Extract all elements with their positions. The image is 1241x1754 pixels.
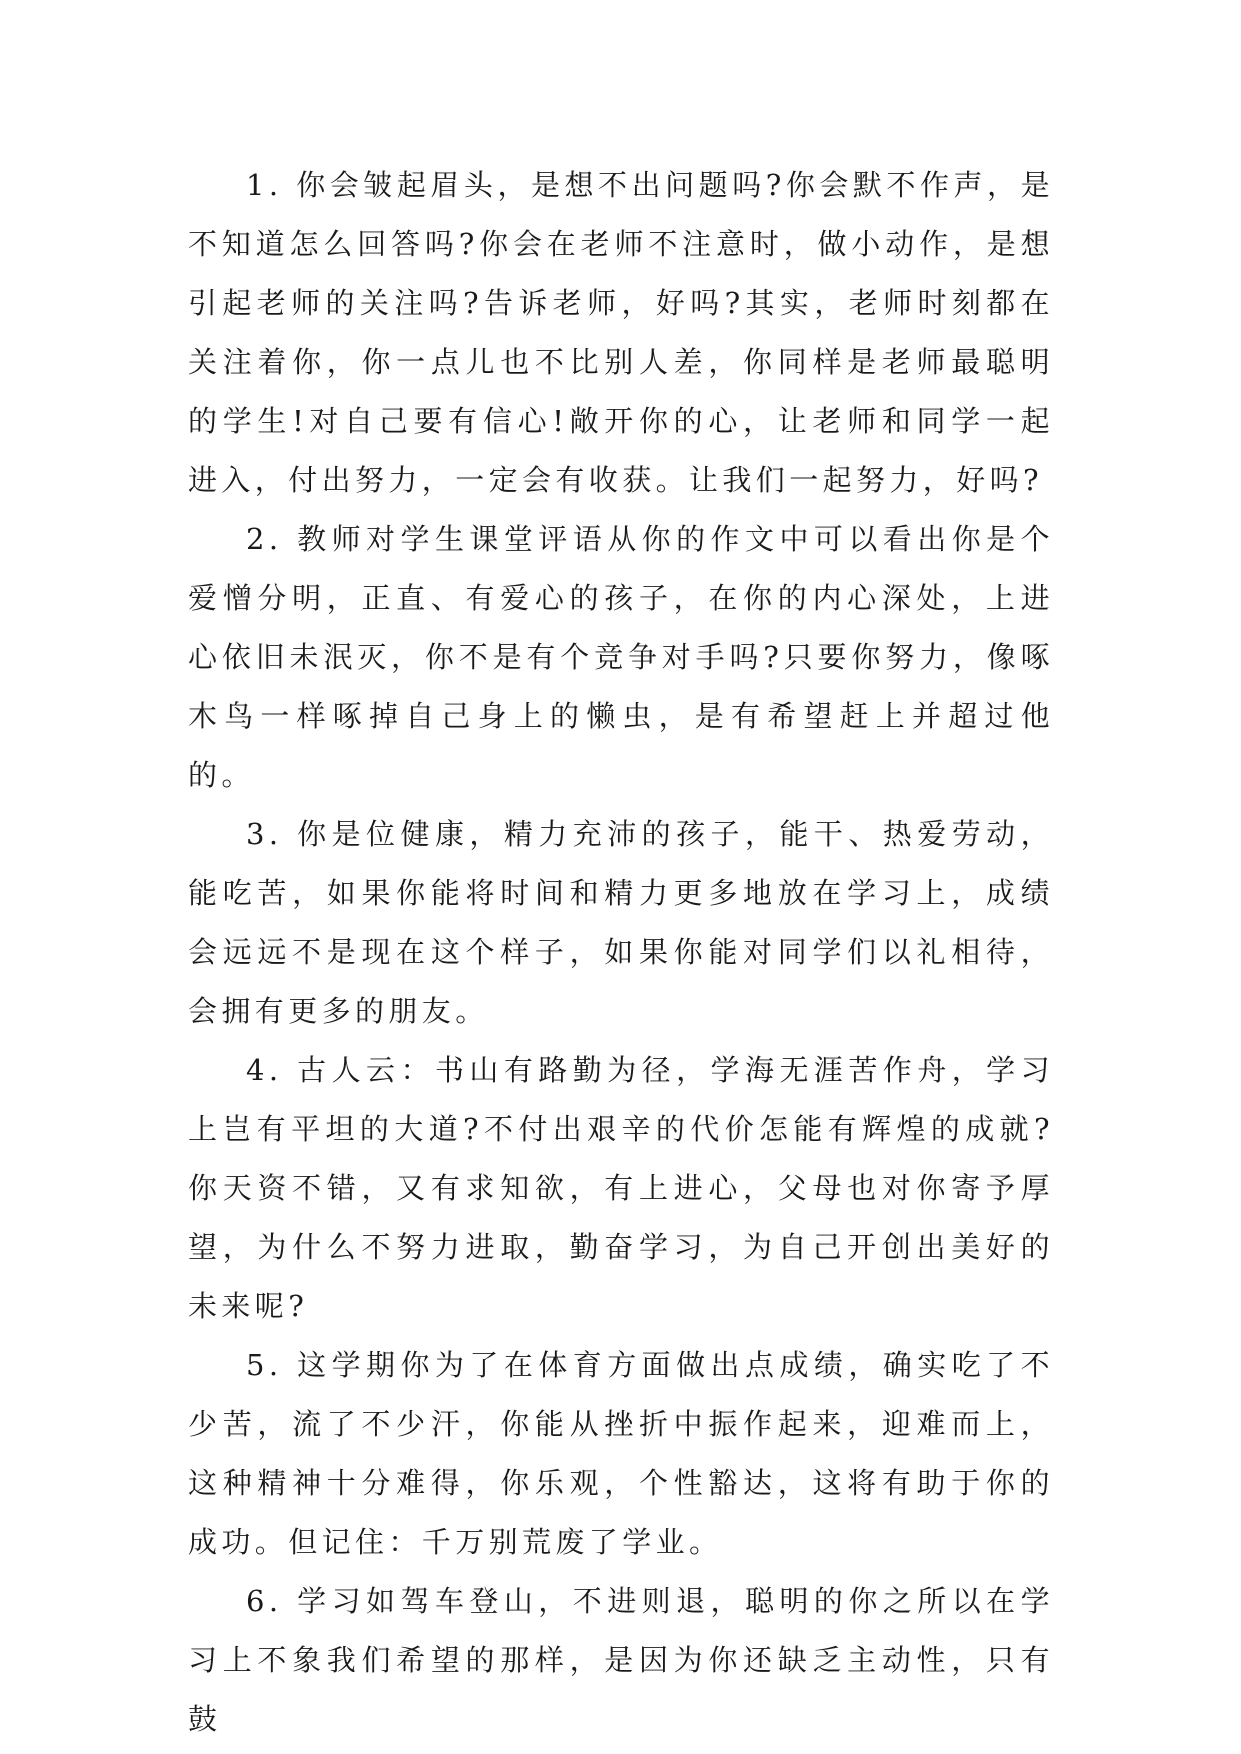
document-body [188, 156, 1054, 1749]
comment-paragraph-5: 5. 这学期你为了在体育方面做出点成绩，确实吃了不少苦，流了不少汗，你能从挫折中振作起来，迎难而上，这种精神十分难得，你乐观，个性豁达，这将有助于你的成功。但记住：千万别荒废了学业。 [188, 1348, 1054, 1559]
comment-paragraph-6: 6. 学习如驾车登山，不进则退，聪明的你之所以在学习上不象我们希望的那样，是因为你还缺乏主动性，只有鼓 [188, 1584, 1054, 1736]
comment-paragraph-1: 1. 你会皱起眉头，是想不出问题吗?你会默不作声，是不知道怎么回答吗?你会在老师不注意时，做小动作，是想引起老师的关注吗?告诉老师，好吗?其实，老师时刻都在关注着你，你一点儿也不比别人差，你同样是老师最聪明的学生!对自己要有信心!敞开你的心，让老师和同学一起进入，付出努力，一定会有收获。让我们一起努力，好吗? [188, 168, 1054, 497]
comment-paragraph-3: 3. 你是位健康，精力充沛的孩子，能干、热爱劳动，能吃苦，如果你能将时间和精力更多地放在学习上，成绩会远远不是现在这个样子，如果你能对同学们以礼相待，会拥有更多的朋友。 [188, 817, 1054, 1028]
comment-paragraph-4: 4. 古人云：书山有路勤为径，学海无涯苦作舟，学习上岂有平坦的大道?不付出艰辛的代价怎能有辉煌的成就?你天资不错，又有求知欲，有上进心，父母也对你寄予厚望，为什么不努力进取，勤奋学习，为自己开创出美好的未来呢? [188, 1053, 1054, 1323]
comment-paragraph-2: 2. 教师对学生课堂评语从你的作文中可以看出你是个爱憎分明，正直、有爱心的孩子，在你的内心深处，上进心依旧未泯灭，你不是有个竞争对手吗?只要你努力，像啄木鸟一样啄掉自己身上的懒虫，是有希望赶上并超过他的。 [188, 522, 1054, 792]
